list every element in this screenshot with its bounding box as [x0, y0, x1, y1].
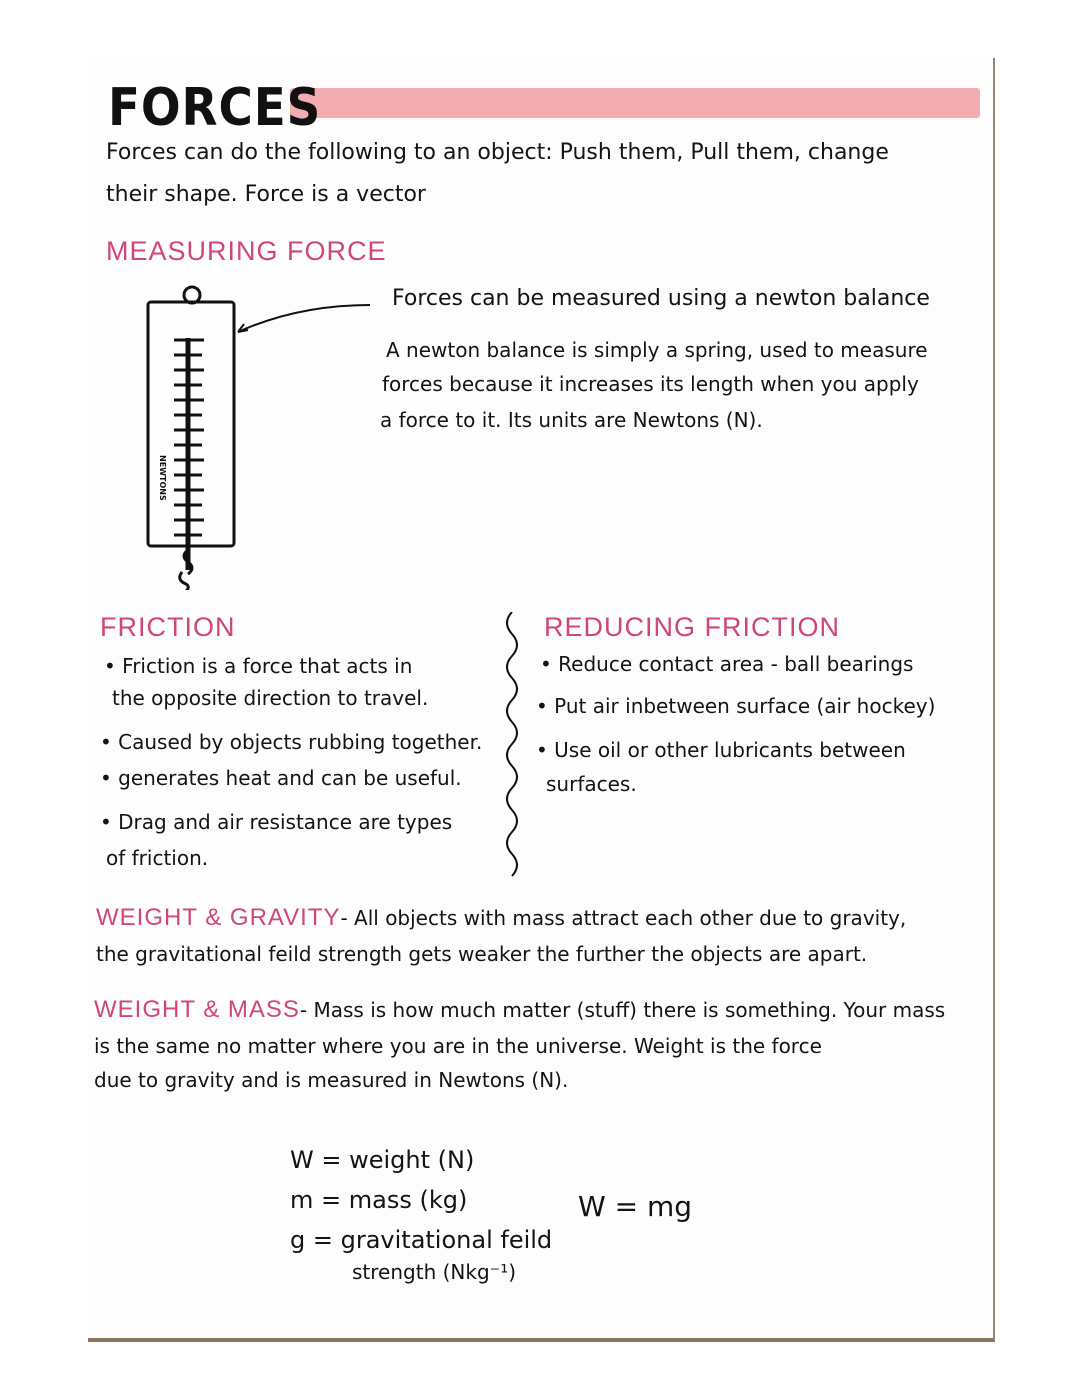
- equation-w-equals-mg: W = mg: [578, 1190, 692, 1223]
- newton-balance-diagram: [138, 280, 398, 590]
- reducing-bullet-2: • Put air inbetween surface (air hockey): [536, 694, 936, 718]
- def-weight: W = weight (N): [290, 1146, 475, 1174]
- measuring-body-line-1: A newton balance is simply a spring, used to measure: [386, 338, 928, 362]
- reducing-bullet-1: • Reduce contact area - ball bearings: [540, 652, 914, 676]
- weight-mass-line-3: due to gravity and is measured in Newtons (N).: [94, 1068, 569, 1092]
- intro-line-1: Forces can do the following to an object: Push them, Pull them, change: [106, 140, 889, 165]
- measuring-body-line-3: a force to it. Its units are Newtons (N).: [380, 408, 763, 432]
- def-mass: m = mass (kg): [290, 1186, 468, 1214]
- friction-bullet-1: • Friction is a force that acts in: [104, 654, 413, 678]
- heading-friction: FRICTION: [100, 612, 236, 642]
- reducing-bullet-3: • Use oil or other lubricants between: [536, 738, 906, 762]
- wavy-divider: [500, 612, 524, 878]
- weight-mass-line-2: is the same no matter where you are in the universe. Weight is the force: [94, 1034, 822, 1058]
- page-title: FORCES: [108, 78, 322, 138]
- weight-mass-line-1: WEIGHT & MASS- Mass is how much matter (stuff) there is something. Your mass: [94, 996, 946, 1023]
- title-highlight-stroke: [290, 88, 980, 118]
- friction-bullet-4: • Drag and air resistance are types: [100, 810, 453, 834]
- heading-weight-gravity: WEIGHT & GRAVITY: [96, 904, 341, 931]
- heading-weight-mass: WEIGHT & MASS: [94, 996, 300, 1023]
- heading-reducing-friction: REDUCING FRICTION: [544, 612, 840, 642]
- friction-bullet-1-cont: the opposite direction to travel.: [112, 686, 429, 710]
- callout-newton-balance: Forces can be measured using a newton balance: [392, 286, 930, 311]
- heading-measuring-force: MEASURING FORCE: [106, 236, 387, 266]
- intro-line-2: their shape. Force is a vector: [106, 182, 426, 207]
- def-gravitational-field: g = gravitational feild: [290, 1226, 553, 1254]
- friction-bullet-2: • Caused by objects rubbing together.: [100, 730, 483, 754]
- weight-gravity-line-1: WEIGHT & GRAVITY- All objects with mass attract each other due to gravity,: [96, 904, 907, 931]
- newtons-scale-label: NEWTONS: [158, 455, 167, 501]
- measuring-body-line-2: forces because it increases its length when you apply: [382, 372, 919, 396]
- weight-gravity-line-2: the gravitational feild strength gets weaker the further the objects are apart.: [96, 942, 868, 966]
- friction-bullet-4-cont: of friction.: [106, 846, 209, 870]
- friction-bullet-3: • generates heat and can be useful.: [100, 766, 462, 790]
- reducing-bullet-3-cont: surfaces.: [546, 772, 637, 796]
- def-gravitational-field-units: strength (Nkg⁻¹): [352, 1260, 517, 1284]
